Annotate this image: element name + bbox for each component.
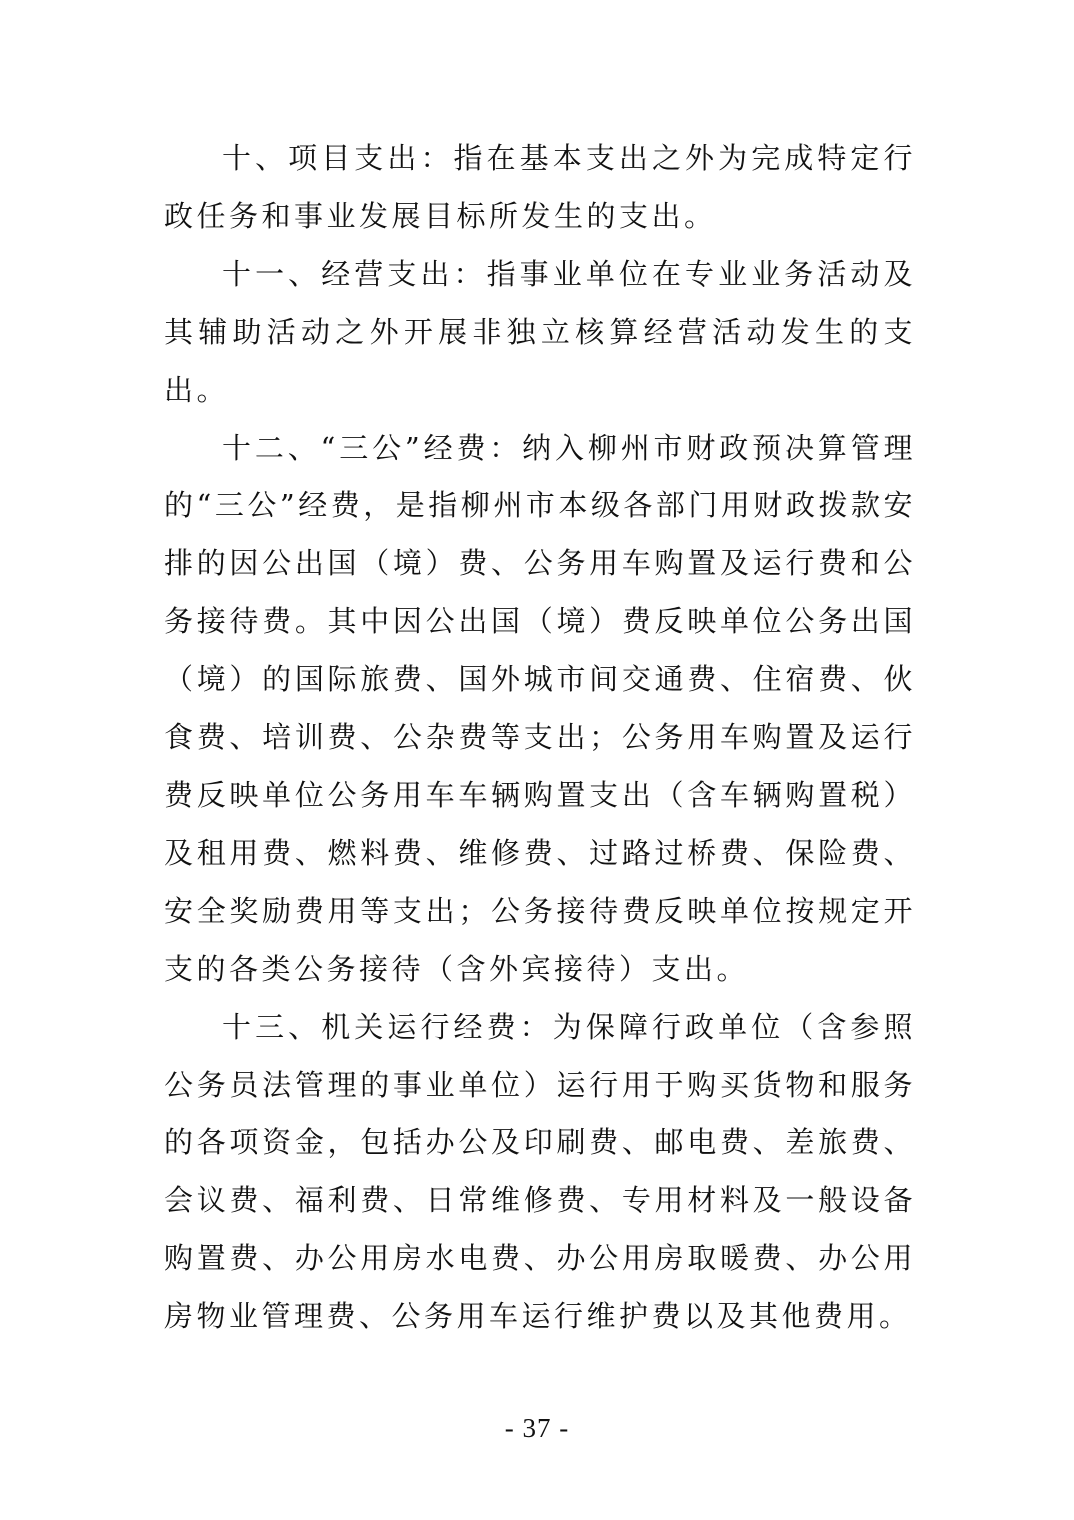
paragraph-project-expenditure: 十、项目支出：指在基本支出之外为完成特定行政任务和事业发展目标所发生的支出。	[164, 141, 916, 233]
paragraph-operating-expenditure: 十一、经营支出：指事业单位在专业业务活动及其辅助活动之外开展非独立核算经营活动发生的支出。	[164, 256, 916, 407]
paragraph-three-public-expenses: 十二、“三公”经费：纳入柳州市财政预决算管理的“三公”经费，是指柳州市本级各部门用财政拨款安排的因公出国（境）费、公务用车购置及运行费和公务接待费。其中因公出国（境）费反映单位公务出国（境）的国际旅费、国外城市间交通费、住宿费、伙食费、培训费、公杂费等支出；公务用车购置及运行费反映单位公务用车车辆购置支出（含车辆购置税）及租用费、燃料费、维修费、过路过桥费、保险费、安全奖励费用等支出；公务接待费反映单位按规定开支的各类公务接待（含外宾接待）支出。	[164, 430, 916, 986]
document-body	[164, 130, 916, 1346]
page-number: - 37 -	[504, 1413, 570, 1443]
paragraph-agency-operating-funds: 十三、机关运行经费：为保障行政单位（含参照公务员法管理的事业单位）运行用于购买货物和服务的各项资金，包括办公及印刷费、邮电费、差旅费、会议费、福利费、日常维修费、专用材料及一般设备购置费、办公用房水电费、办公用房取暖费、办公用房物业管理费、公务用车运行维护费以及其他费用。	[164, 1009, 916, 1334]
